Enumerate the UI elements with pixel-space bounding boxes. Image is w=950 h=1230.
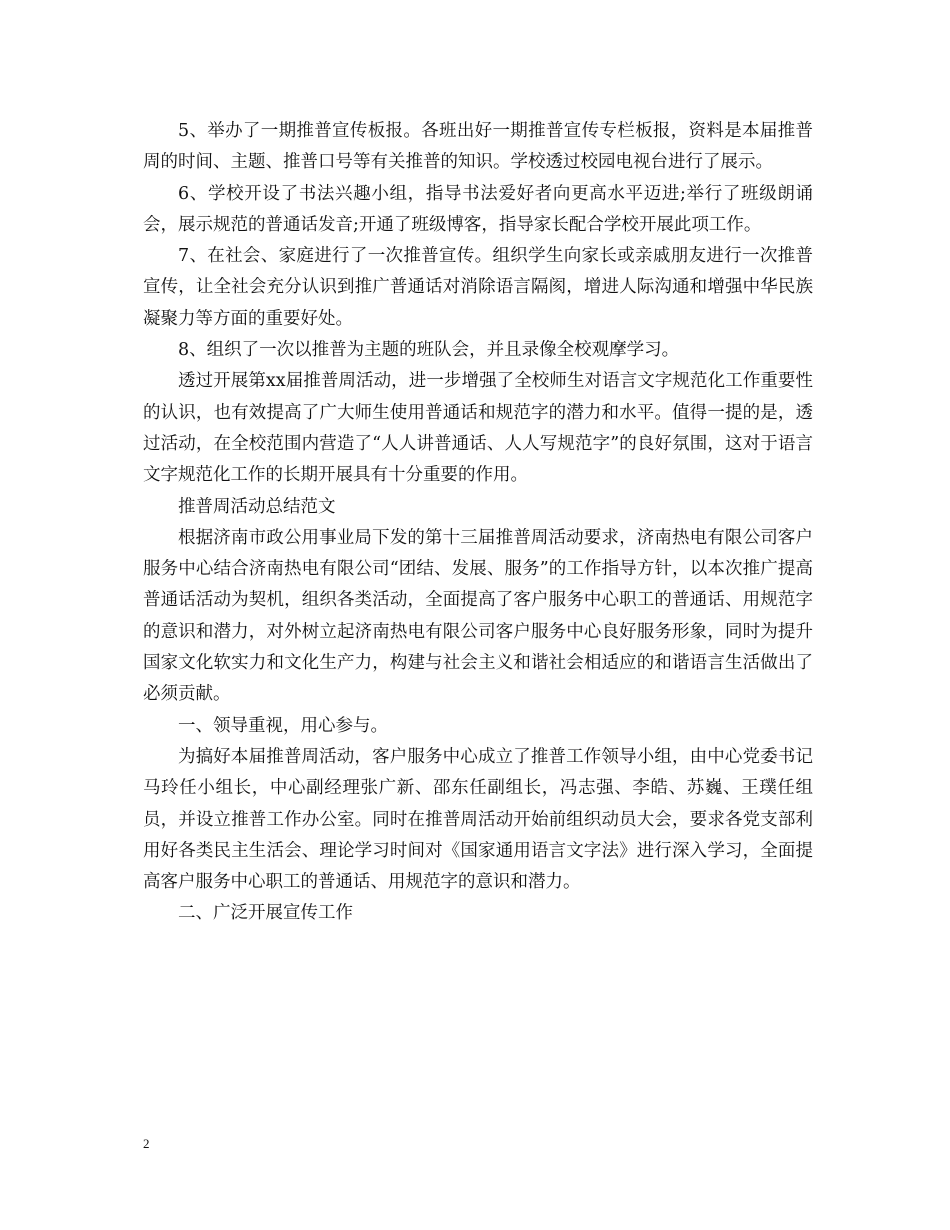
paragraph-intro: 根据济南市政公用事业局下发的第十三届推普周活动要求，济南热电有限公司客户服务中心结合济南热电有限公司“团结、发展、服务”的工作指导方针，以本次推广提高普通话活动为契机，组织各类活动，全面提高了客户服务中心职工的普通话、用规范字的意识和潜力，对外树立起济南热电有限公司客户服务中心良好服务形象，同时为提升国家文化软实力和文化生产力，构建与社会主义和谐社会相适应的和谐语言生活做出了必须贡献。 [143, 527, 813, 705]
paragraph-item-5: 5、举办了一期推普宣传板报。各班出好一期推普宣传专栏板报，资料是本届推普周的时间、主题、推普口号等有关推普的知识。学校透过校园电视台进行了展示。 [143, 121, 813, 173]
section-title: 推普周活动总结范文 [178, 496, 336, 517]
paragraph-item-7: 7、在社会、家庭进行了一次推普宣传。组织学生向家长或亲戚朋友进行一次推普宣传，让全社会充分认识到推广普通话对消除语言隔阂，增进人际沟通和增强中华民族凝聚力等方面的重要好处。 [143, 246, 813, 329]
paragraph-item-6: 6、学校开设了书法兴趣小组，指导书法爱好者向更高水平迈进;举行了班级朗诵会，展示规范的普通话发音;开通了班级博客，指导家长配合学校开展此项工作。 [143, 183, 813, 235]
paragraph-leadership: 为搞好本届推普周活动，客户服务中心成立了推普工作领导小组，由中心党委书记马玲任小组长，中心副经理张广新、邵东任副组长，冯志强、李皓、苏巍、王璞任组员，并设立推普工作办公室。同时在推普周活动开始前组织动员大会，要求各党支部利用好各类民主生活会、理论学习时间对《国家通用语言文字法》进行深入学习，全面提高客户服务中心职工的普通话、用规范字的意识和潜力。 [143, 746, 813, 893]
heading-one: 一、领导重视，用心参与。 [178, 715, 388, 736]
document-body [143, 116, 813, 930]
heading-two: 二、广泛开展宣传工作 [178, 903, 353, 924]
paragraph-item-8: 8、组织了一次以推普为主题的班队会，并且录像全校观摩学习。 [178, 340, 680, 361]
paragraph-summary: 透过开展第xx届推普周活动，进一步增强了全校师生对语言文字规范化工作重要性的认识，也有效提高了广大师生使用普通话和规范字的潜力和水平。值得一提的是，透过活动，在全校范围内营造了“人人讲普通话、人人写规范字”的良好氛围，这对于语言文字规范化工作的长期开展具有十分重要的作用。 [143, 371, 813, 486]
page-number: 2 [143, 1136, 150, 1151]
